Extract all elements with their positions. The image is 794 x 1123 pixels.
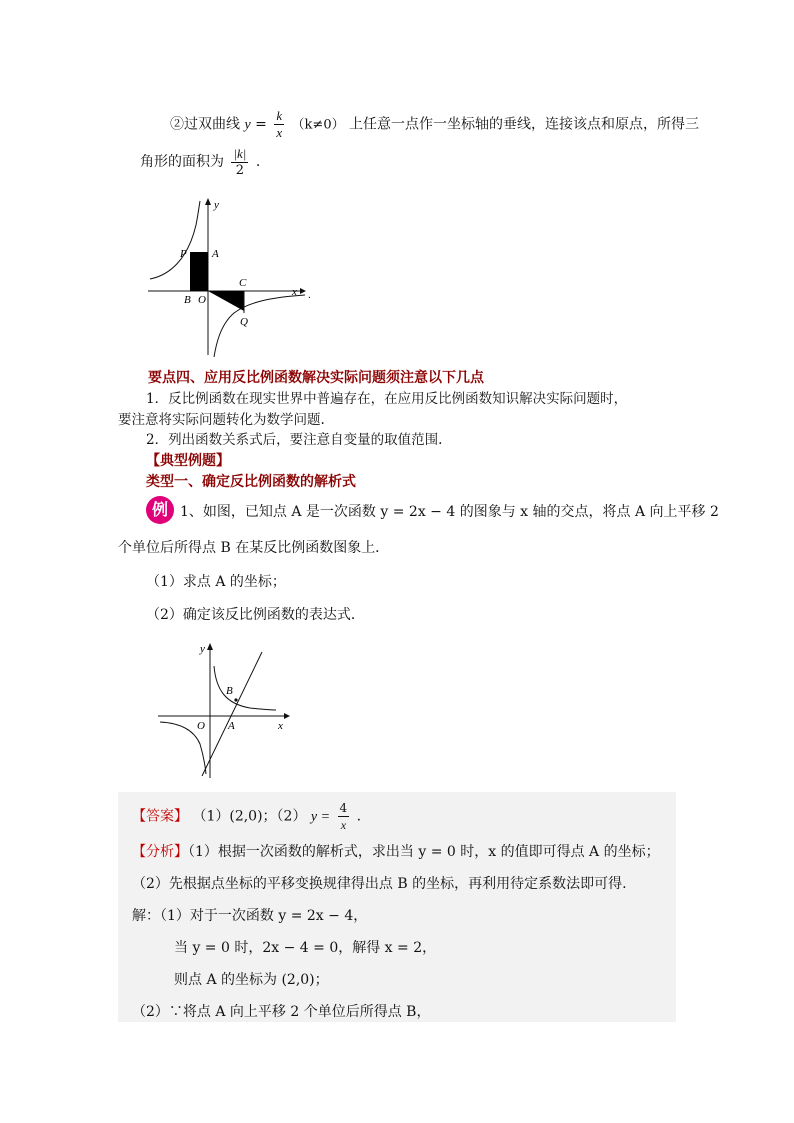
answer-y: y = [310, 809, 331, 825]
label-y: y [214, 199, 219, 211]
example-line2: 个单位后所得点 B 在某反比例函数图象上． [118, 540, 390, 556]
analysis-tag: 【分析】 [132, 844, 188, 860]
keypoint4-item2: 2．列出函数关系式后，要注意自变量的取值范围. [146, 432, 443, 448]
triangle-OCQ [208, 291, 244, 311]
answer-end: . [356, 808, 362, 825]
label-Q: Q [240, 316, 248, 328]
answer-num: 4 [339, 801, 348, 815]
x-axis-arrow [300, 288, 306, 294]
area-fraction [231, 146, 248, 179]
keypoint4-item1-b: 要注意将实际问题转化为数学问题. [118, 412, 325, 428]
answer-den: x [340, 818, 347, 832]
label-x: x [292, 286, 297, 298]
y-axis-arrow [205, 198, 211, 205]
intro-line2-a: 角形的面积为 [140, 154, 224, 170]
label-A: A [228, 720, 235, 732]
answer-part1: （1）(2,0)；（2） [192, 808, 307, 825]
stray-dot: . [308, 289, 311, 301]
y-axis-arrow [207, 643, 213, 650]
answer-line [132, 800, 361, 830]
func-eq: = [255, 116, 267, 133]
analysis-line2: （2）先根据点坐标的平移变换规律得出点 B 的坐标，再利用待定系数法即可得. [132, 876, 627, 892]
solution-l1: 解：（1）对于一次函数 y = 2x − 4， [132, 908, 368, 924]
label-A: A [212, 248, 219, 260]
hyperbola-area-figure [140, 195, 330, 360]
example-badge: 例 [146, 496, 174, 524]
example-q2: （2）确定该反比例函数的表达式． [146, 607, 365, 623]
line-y-2x-4 [202, 652, 262, 776]
area-num: |k| [233, 145, 247, 161]
label-P: P [180, 248, 187, 260]
label-B: B [226, 685, 233, 697]
keypoint4-item1-a: 1．反比例函数在现实世界中普遍存在，在应用反比例函数知识解决实际问题时， [146, 391, 628, 407]
solution-l2: 当 y = 0 时，2x − 4 = 0，解得 x = 2， [174, 940, 437, 956]
label-O: O [197, 720, 205, 732]
intro-line-2 [140, 145, 260, 179]
x-axis-arrow [284, 713, 290, 719]
intro-rest: 上任意一点作一坐标轴的垂线，连接该点和原点，所得三 [349, 116, 700, 133]
intro-lead: ②过双曲线 [170, 116, 240, 133]
func-y: y [244, 117, 251, 133]
label-y: y [200, 643, 205, 655]
condition: （k≠0） [291, 117, 345, 133]
label-O: O [198, 294, 206, 306]
label-x: x [278, 720, 283, 732]
solution-l3: 则点 A 的坐标为 (2,0)； [174, 972, 329, 988]
typical-title: 【典型例题】 [146, 453, 230, 469]
answer-fraction [338, 800, 350, 833]
example-line1: 1、如图，已知点 A 是一次函数 y = 2x − 4 的图象与 x 轴的交点，将点 A 向上平移 2 [180, 504, 719, 520]
label-C: C [239, 277, 247, 289]
point-B [234, 698, 237, 701]
label-B: B [184, 294, 191, 306]
analysis-text1: （1）根据一次函数的解析式，求出当 y = 0 时，x 的值即可得点 A 的坐标； [188, 844, 660, 860]
linear-hyperbola-figure [150, 636, 300, 781]
frac-num: k [276, 108, 283, 123]
solution-l4: （2）∵将点 A 向上平移 2 个单位后所得点 B， [132, 1004, 431, 1020]
analysis-line1 [132, 842, 660, 862]
keypoint4-title: 要点四、应用反比例函数解决实际问题须注意以下几点 [148, 370, 484, 386]
area-den: 2 [235, 162, 245, 178]
intro-line2-end: . [255, 154, 261, 170]
example-q1: （1）求点 A 的坐标； [146, 574, 286, 590]
frac-den: x [276, 125, 283, 140]
rectangle-PABO [190, 252, 208, 291]
type1-title: 类型一、确定反比例函数的解析式 [146, 474, 356, 490]
hyperbola-branch-lower-right [214, 295, 305, 357]
intro-line-1 [170, 108, 700, 140]
answer-tag: 【答案】 [132, 808, 188, 825]
hyperbola-fraction [274, 108, 284, 141]
